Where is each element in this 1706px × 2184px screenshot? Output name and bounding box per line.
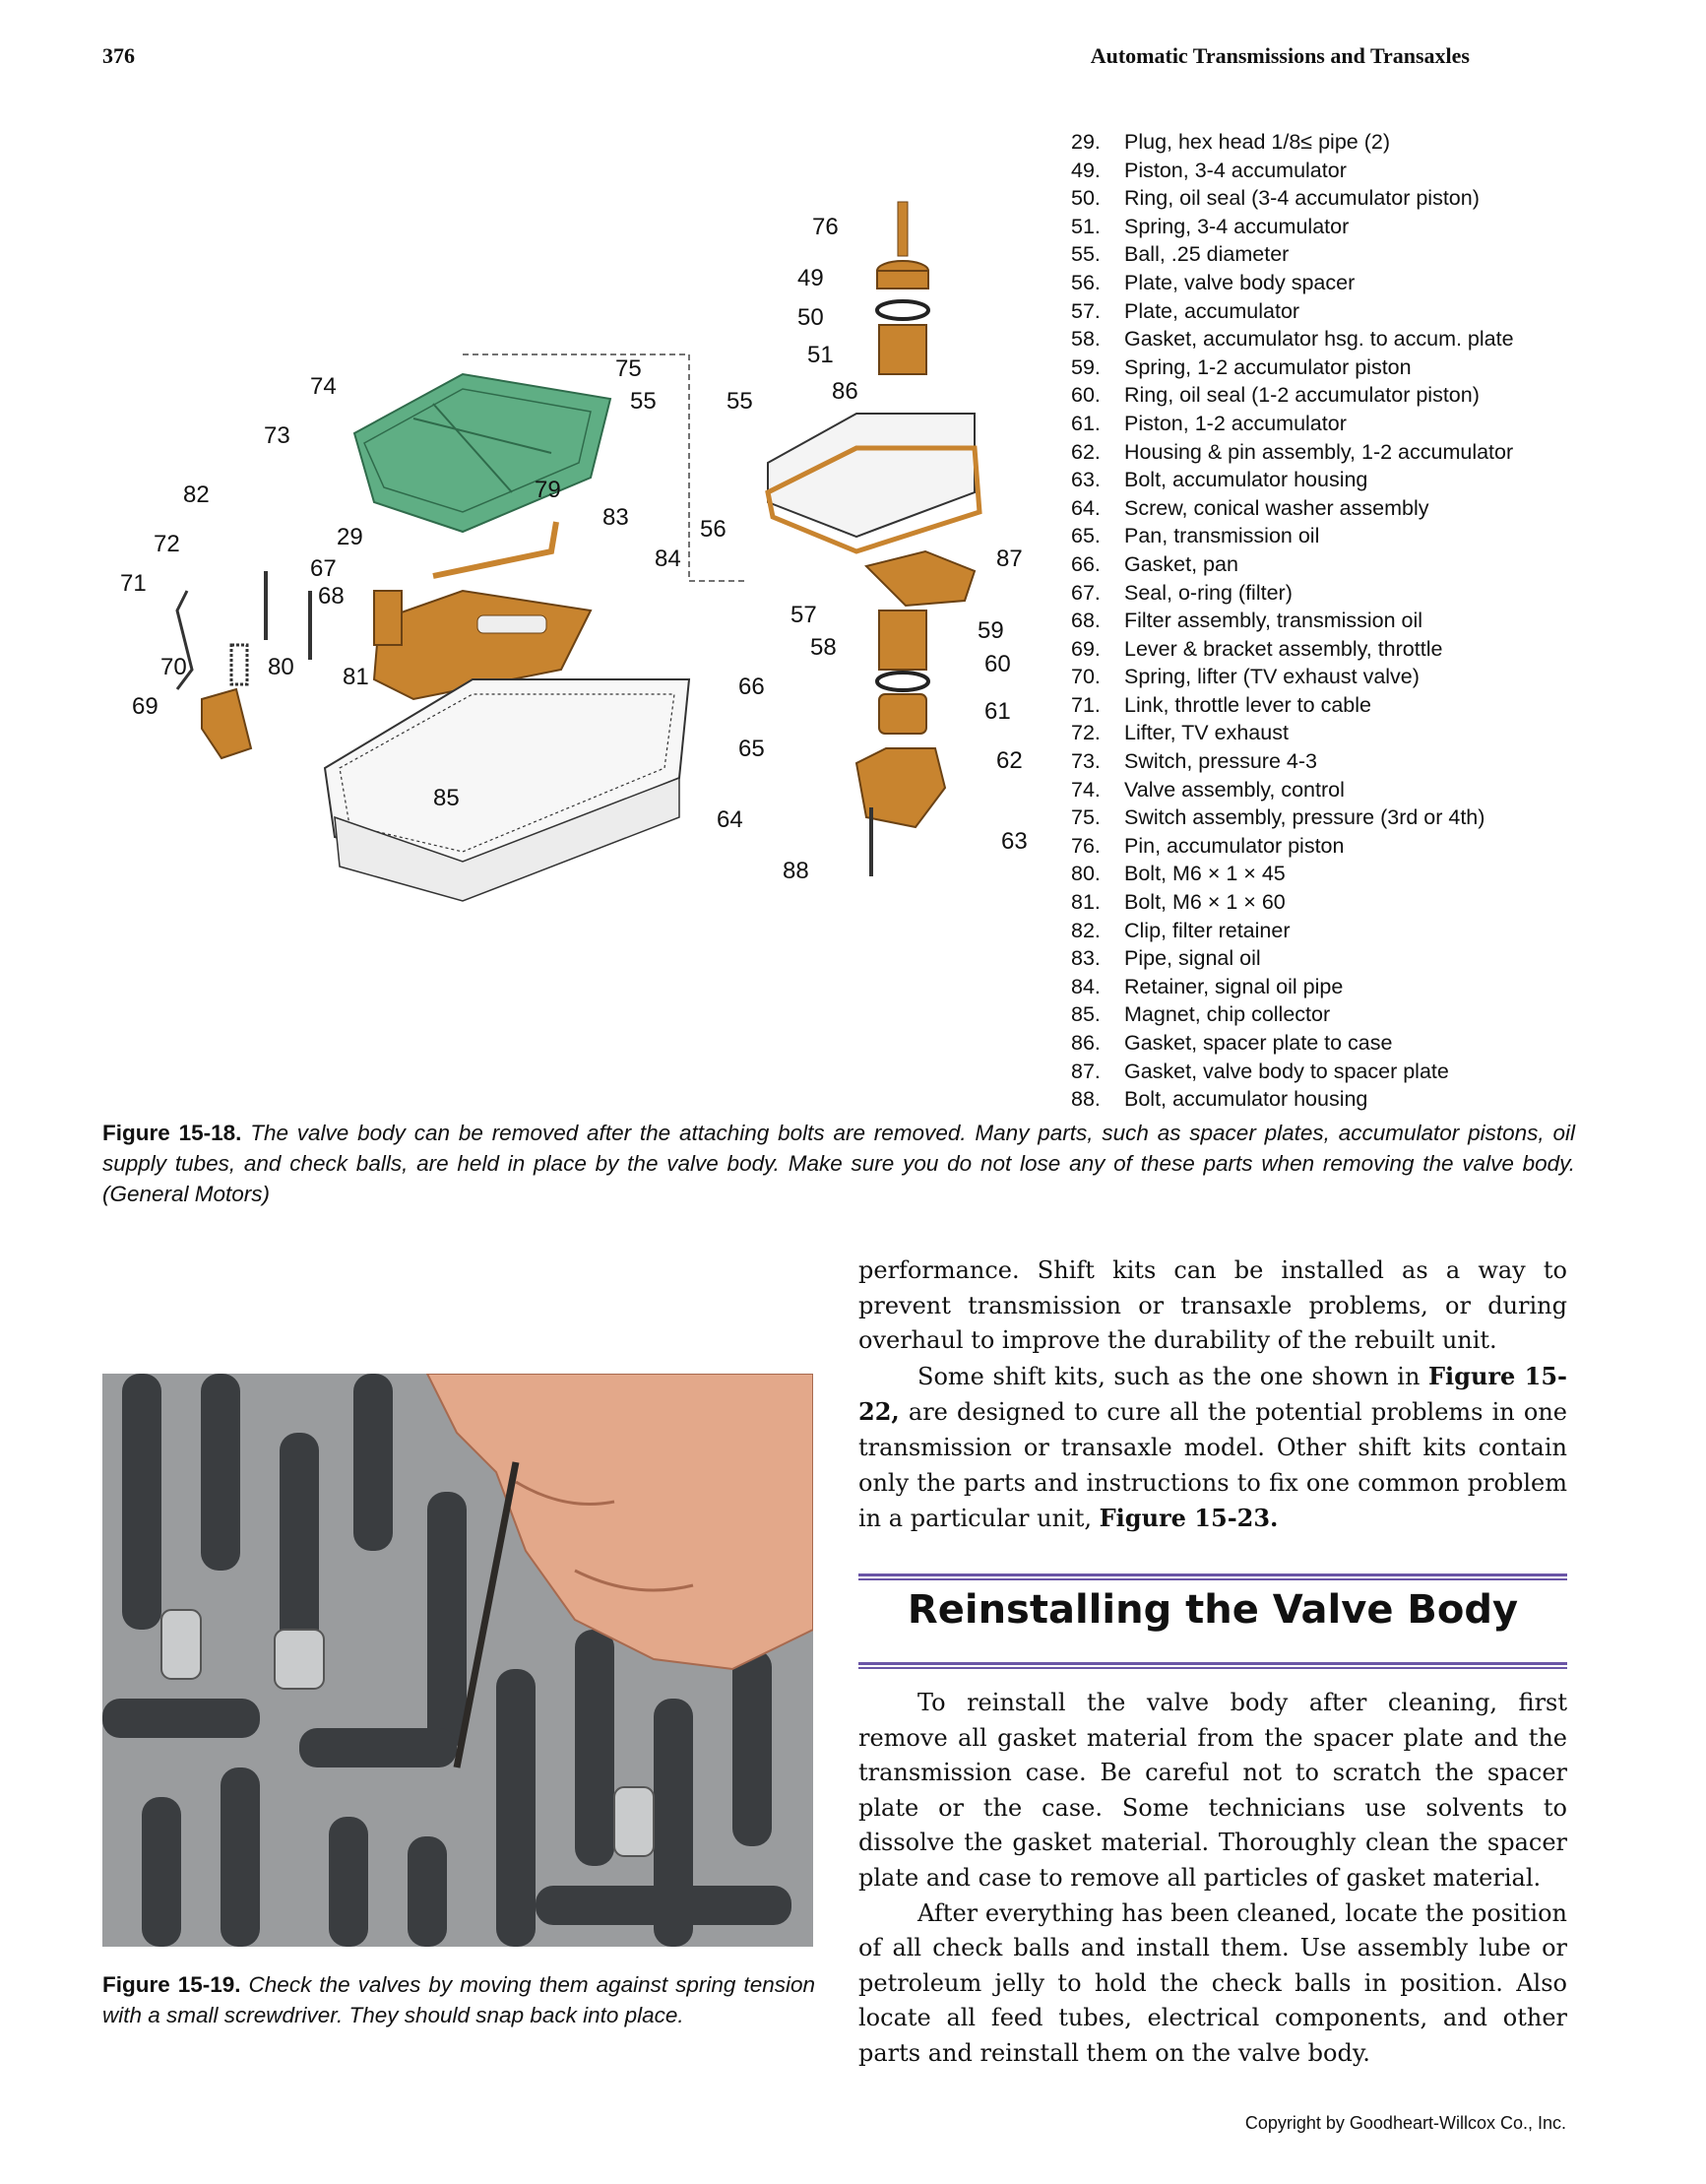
legend-item-text: Link, throttle lever to cable <box>1124 692 1371 717</box>
parts-legend <box>1071 128 1622 1114</box>
legend-item-number: 72. <box>1071 721 1101 745</box>
callout-51: 51 <box>807 342 834 368</box>
legend-item-number: 75. <box>1071 805 1101 830</box>
legend-item-text: Bolt, accumulator housing <box>1124 468 1368 492</box>
legend-item-number: 62. <box>1071 439 1101 464</box>
paragraph-reinstall-2: After everything has been cleaned, locate the position of all check balls and install them. Use assembly lube or petroleum jelly to hold the check balls in position. Also locate all feed tubes, electrical components, and other parts and reinstall them on the valve body. <box>858 1898 1567 2067</box>
legend-item-text: Retainer, signal oil pipe <box>1124 974 1344 998</box>
callout-73: 73 <box>264 422 290 449</box>
legend-item-text: Bolt, accumulator housing <box>1124 1087 1368 1112</box>
callout-55b: 55 <box>727 388 753 415</box>
callout-65: 65 <box>738 736 765 762</box>
heading-rule-top <box>858 1574 1567 1580</box>
callout-87: 87 <box>996 546 1023 572</box>
legend-item <box>1071 128 1622 157</box>
legend-item-text: Seal, o-ring (filter) <box>1124 580 1293 605</box>
callout-64: 64 <box>717 806 743 833</box>
legend-item-text: Gasket, valve body to spacer plate <box>1124 1059 1449 1083</box>
callout-67: 67 <box>310 555 337 582</box>
legend-item-number: 49. <box>1071 158 1101 182</box>
figure-ref-15-23: Figure 15-23. <box>1099 1504 1279 1533</box>
valve-body-shape <box>354 374 610 532</box>
legend-item-text: Filter assembly, transmission oil <box>1124 609 1423 633</box>
legend-item-text: Switch, pressure 4-3 <box>1124 749 1317 774</box>
legend-item-text: Plug, hex head 1/8≤ pipe (2) <box>1124 130 1390 154</box>
figure-15-18-caption <box>102 1118 1575 1209</box>
legend-item-number: 87. <box>1071 1059 1101 1083</box>
callout-79: 79 <box>535 477 561 503</box>
callout-86: 86 <box>832 378 858 405</box>
callout-59: 59 <box>978 617 1004 644</box>
legend-item <box>1071 1000 1622 1029</box>
legend-item-number: 80. <box>1071 862 1101 886</box>
callout-61: 61 <box>984 698 1011 725</box>
callout-88: 88 <box>783 858 809 884</box>
paragraph-shift-kits-b: are designed to cure all the potential problems in one transmission or transaxle model. Other shift kits contain only the parts and instructions to fix one common problem in a particular unit, <box>858 1398 1567 1533</box>
callout-76: 76 <box>812 214 839 240</box>
legend-item <box>1071 719 1622 747</box>
legend-item-text: Lever & bracket assembly, throttle <box>1124 636 1443 661</box>
legend-item-text: Gasket, accumulator hsg. to accum. plate <box>1124 327 1514 352</box>
legend-item <box>1071 269 1622 297</box>
legend-item-number: 56. <box>1071 270 1101 294</box>
legend-item-number: 57. <box>1071 298 1101 323</box>
callout-70: 70 <box>160 654 187 680</box>
callout-83: 83 <box>602 504 629 531</box>
legend-item <box>1071 157 1622 185</box>
figure-ref-15-22: Figure 15-22, <box>858 1361 1567 1427</box>
callout-49: 49 <box>797 265 824 291</box>
legend-item-text: Pin, accumulator piston <box>1124 833 1345 858</box>
legend-item-text: Gasket, spacer plate to case <box>1124 1031 1393 1055</box>
legend-item-number: 83. <box>1071 946 1101 971</box>
callout-56: 56 <box>700 516 727 543</box>
legend-item-text: Gasket, pan <box>1124 551 1238 576</box>
legend-item <box>1071 550 1622 579</box>
callout-69: 69 <box>132 693 158 720</box>
heading-rule-bottom <box>858 1662 1567 1669</box>
figure-15-19-text: Check the valves by moving them against spring tension with a small screwdriver. They should snap back into place. <box>102 1972 815 2027</box>
right-column-section <box>858 1686 1567 2072</box>
legend-item <box>1071 1085 1622 1114</box>
running-header-title: Automatic Transmissions and Transaxles <box>1090 43 1470 68</box>
page-number: 376 <box>102 43 135 68</box>
legend-item-number: 81. <box>1071 890 1101 915</box>
paragraph-reinstall-1: To reinstall the valve body after cleaning, first remove all gasket material from the spacer plate and the transmission case. Be careful not to scratch the spacer plate or the case. Some technicians use solvents to dissolve the gasket material. Thoroughly clean the spacer plate and case to remove all particles of gasket material. <box>858 1689 1567 1892</box>
callout-63: 63 <box>1001 828 1028 855</box>
figure-15-18-label: Figure 15-18. <box>102 1121 242 1145</box>
legend-item-text: Pipe, signal oil <box>1124 946 1261 971</box>
legend-item-number: 73. <box>1071 749 1101 774</box>
legend-item-number: 59. <box>1071 354 1101 379</box>
legend-item <box>1071 747 1622 776</box>
legend-item <box>1071 1058 1622 1086</box>
legend-item <box>1071 917 1622 945</box>
legend-item-number: 85. <box>1071 1002 1101 1027</box>
legend-item-number: 64. <box>1071 495 1101 520</box>
legend-item-text: Spring, 3-4 accumulator <box>1124 214 1350 238</box>
valve-body-exploded-diagram <box>118 197 1053 906</box>
legend-item-number: 70. <box>1071 665 1101 689</box>
legend-item <box>1071 635 1622 664</box>
legend-item <box>1071 973 1622 1001</box>
callout-60: 60 <box>984 651 1011 677</box>
legend-item <box>1071 466 1622 494</box>
legend-item <box>1071 776 1622 804</box>
legend-item-text: Pan, transmission oil <box>1124 524 1320 548</box>
legend-item-number: 66. <box>1071 551 1101 576</box>
legend-item-text: Housing & pin assembly, 1-2 accumulator <box>1124 439 1514 464</box>
legend-item <box>1071 494 1622 523</box>
legend-item <box>1071 803 1622 832</box>
legend-item-text: Piston, 3-4 accumulator <box>1124 158 1347 182</box>
legend-item <box>1071 1029 1622 1058</box>
legend-item-number: 82. <box>1071 918 1101 942</box>
legend-item <box>1071 297 1622 326</box>
callout-71: 71 <box>120 570 147 597</box>
legend-item <box>1071 381 1622 410</box>
callout-82: 82 <box>183 482 210 508</box>
legend-item-number: 69. <box>1071 636 1101 661</box>
legend-item-number: 50. <box>1071 186 1101 211</box>
callout-80: 80 <box>268 654 294 680</box>
callout-57: 57 <box>790 602 817 628</box>
callout-29: 29 <box>337 524 363 550</box>
legend-item-text: Ring, oil seal (3-4 accumulator piston) <box>1124 186 1480 211</box>
paragraph-shift-kits-a: Some shift kits, such as the one shown in <box>917 1362 1429 1390</box>
legend-item <box>1071 663 1622 691</box>
legend-item-text: Plate, accumulator <box>1124 298 1300 323</box>
legend-item-text: Valve assembly, control <box>1124 777 1345 802</box>
copyright-footer: Copyright by Goodheart-Willcox Co., Inc. <box>1244 2113 1566 2133</box>
legend-item-number: 61. <box>1071 411 1101 435</box>
figure-15-19-caption <box>102 1969 815 2030</box>
callout-68: 68 <box>318 583 345 610</box>
legend-item-number: 88. <box>1071 1087 1101 1112</box>
figure-15-19-label: Figure 15-19. <box>102 1972 241 1997</box>
paragraph-shift-kits <box>858 1359 1567 1537</box>
callout-85: 85 <box>433 785 460 811</box>
callout-81: 81 <box>343 664 369 690</box>
legend-item-number: 55. <box>1071 242 1101 267</box>
legend-item-text: Screw, conical washer assembly <box>1124 495 1429 520</box>
figure-15-18-text: The valve body can be removed after the attaching bolts are removed. Many parts, such as spacer plates, accumulator pistons, oil supply tubes, and check balls, are held in place by the valve body. Make sure you do not lose any of these parts when removing the valve body. (General Motors) <box>102 1121 1575 1206</box>
callout-72: 72 <box>154 531 180 557</box>
legend-item-number: 65. <box>1071 524 1101 548</box>
callout-74: 74 <box>310 373 337 400</box>
section-heading: Reinstalling the Valve Body <box>907 1587 1519 1633</box>
legend-item-text: Plate, valve body spacer <box>1124 270 1356 294</box>
legend-item <box>1071 240 1622 269</box>
callout-84: 84 <box>655 546 681 572</box>
legend-item-number: 71. <box>1071 692 1101 717</box>
legend-item-number: 74. <box>1071 777 1101 802</box>
legend-item-text: Ring, oil seal (1-2 accumulator piston) <box>1124 383 1480 408</box>
legend-item-text: Ball, .25 diameter <box>1124 242 1290 267</box>
legend-item <box>1071 353 1622 382</box>
legend-item-number: 84. <box>1071 974 1101 998</box>
figure-15-19-photo <box>102 1374 813 1947</box>
legend-item <box>1071 691 1622 720</box>
legend-item <box>1071 522 1622 550</box>
legend-item <box>1071 213 1622 241</box>
legend-item-number: 76. <box>1071 833 1101 858</box>
legend-item-number: 58. <box>1071 327 1101 352</box>
legend-item-text: Bolt, M6 × 1 × 45 <box>1124 862 1286 886</box>
legend-item <box>1071 607 1622 635</box>
legend-item-number: 63. <box>1071 468 1101 492</box>
legend-item <box>1071 325 1622 353</box>
legend-item <box>1071 832 1622 861</box>
right-column-top <box>858 1253 1567 1537</box>
legend-item-number: 86. <box>1071 1031 1101 1055</box>
callout-66: 66 <box>738 674 765 700</box>
legend-item-text: Bolt, M6 × 1 × 60 <box>1124 890 1286 915</box>
callout-50: 50 <box>797 304 824 331</box>
legend-item-number: 51. <box>1071 214 1101 238</box>
legend-item <box>1071 888 1622 917</box>
callout-62: 62 <box>996 747 1023 774</box>
paragraph-shift-kits-intro: performance. Shift kits can be installed as a way to prevent transmission or transaxle problems, or during overhaul to improve the durability of the rebuilt unit. <box>858 1256 1567 1355</box>
callout-75: 75 <box>615 355 642 382</box>
callout-58: 58 <box>810 634 837 661</box>
legend-item-text: Piston, 1-2 accumulator <box>1124 411 1347 435</box>
legend-item-text: Spring, 1-2 accumulator piston <box>1124 354 1412 379</box>
legend-item <box>1071 579 1622 608</box>
legend-item-text: Lifter, TV exhaust <box>1124 721 1289 745</box>
legend-item <box>1071 438 1622 467</box>
legend-item-text: Magnet, chip collector <box>1124 1002 1331 1027</box>
legend-item <box>1071 410 1622 438</box>
legend-item-text: Spring, lifter (TV exhaust valve) <box>1124 665 1420 689</box>
legend-item-number: 29. <box>1071 130 1101 154</box>
legend-item-number: 68. <box>1071 609 1101 633</box>
legend-item-text: Clip, filter retainer <box>1124 918 1291 942</box>
legend-item-number: 67. <box>1071 580 1101 605</box>
legend-item-number: 60. <box>1071 383 1101 408</box>
legend-item <box>1071 944 1622 973</box>
legend-item <box>1071 860 1622 888</box>
callout-55a: 55 <box>630 388 657 415</box>
legend-item-text: Switch assembly, pressure (3rd or 4th) <box>1124 805 1485 830</box>
legend-item <box>1071 184 1622 213</box>
